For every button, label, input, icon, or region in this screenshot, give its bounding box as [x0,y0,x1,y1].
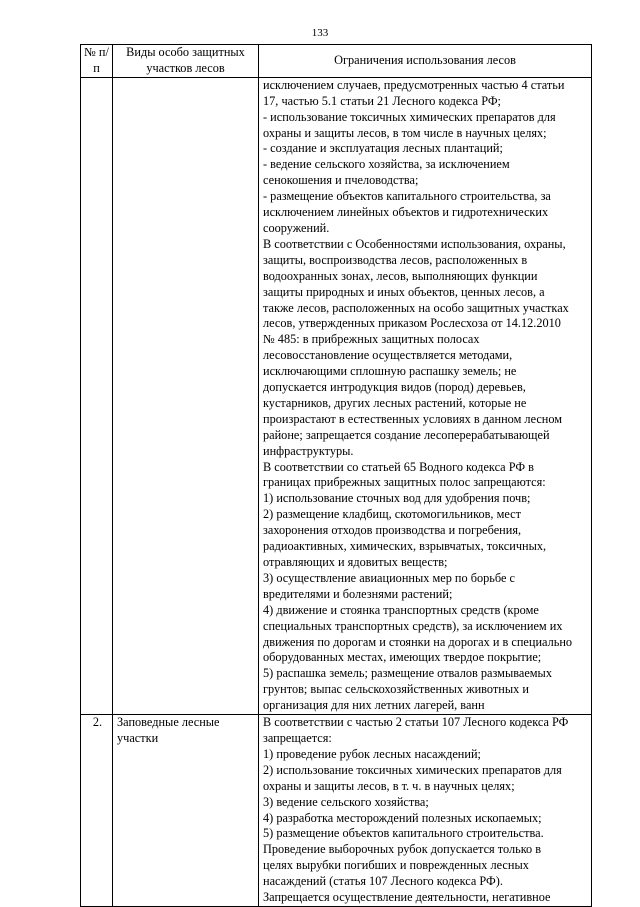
table-header-row [81,45,592,78]
restriction-text-line: - размещение объектов капитального строительства, за [263,189,551,204]
row-number [81,77,113,714]
restriction-text-line: насаждений (статья 107 Лесного кодекса РФ). [263,874,503,889]
restriction-text-line: 2) использование токсичных химических препаратов для [263,762,562,777]
row-area-type [113,77,259,714]
restriction-text-line: водоохранных зонах, лесов, выполняющих функции [263,268,538,283]
restriction-text-line: защиты, воспроизводства лесов, расположенных в [263,252,528,267]
restriction-text-line: исключающими сплошную распашку земель; не [263,364,517,379]
restriction-text-line: - создание и эксплуатация лесных плантаций; [263,141,503,156]
restriction-text-line: районе; запрещается создание лесоперерабатывающей [263,427,550,442]
restriction-text-line: исключением линейных объектов и гидротехнических [263,205,549,220]
row-area-type: Заповедные лесные участки [113,715,259,907]
restriction-text-line: Проведение выборочных рубок допускается только в [263,842,542,857]
restriction-text-line: оборудованных местах, имеющих твердое покрытие; [263,650,542,665]
restriction-text-line: 1) проведение рубок лесных насаждений; [263,746,481,761]
restriction-text-line: произрастают в естественных условиях в данном лесном [263,411,563,426]
restriction-text-line: организация для них летних лагерей, ванн [263,698,485,713]
restriction-text-line: 5) размещение объектов капитального строительства. [263,826,544,841]
restriction-text-line: 17, частью 5.1 статьи 21 Лесного кодекса РФ; [263,93,501,108]
restriction-text-line: № 485: в прибрежных защитных полосах [263,332,480,347]
restriction-text-line: движения по дорогам и стоянки на дорогах и в специально [263,634,573,649]
forest-restrictions-table [80,44,592,907]
restriction-text-line: В соответствии со статьей 65 Водного кодекса РФ в [263,459,534,474]
restriction-text-line: отравляющих и ядовитых веществ; [263,555,448,569]
restriction-text-line: захоронения отходов производства и погребения, [263,523,522,538]
restriction-text-line: 1) использование сточных вод для удобрения почв; [263,491,531,506]
restriction-text-line: - использование токсичных химических препаратов для [263,109,556,124]
restriction-text-line: сенокошения и пчеловодства; [263,173,419,188]
restriction-text-line: исключением случаев, предусмотренных частью 4 статьи [263,77,565,92]
restriction-text-line: целях вырубки погибших и поврежденных лесных [263,858,529,873]
table-row [81,77,592,714]
restriction-text-line: лесовосстановление осуществляется методами, [263,348,513,363]
table-row [81,715,592,907]
restriction-text-line: 3) осуществление авиационных мер по борьбе с [263,570,515,585]
restriction-text-line: сооружений. [263,220,330,235]
row-restrictions [259,715,592,907]
restriction-text-line: охраны и защиты лесов, в т. ч. в научных целях; [263,778,515,793]
restriction-text-line: допускается интродукция видов (пород) деревьев, [263,380,526,395]
restriction-text-line: грунтов; выпас сельскохозяйственных животных и [263,682,529,697]
restriction-text-line: 2) размещение кладбищ, скотомогильников, мест [263,507,521,522]
restriction-text-line: защиты природных и иных объектов, ценных лесов, а [263,284,545,299]
restriction-text-line: охраны и защиты лесов, в том числе в научных целях; [263,125,547,140]
header-area-type: Виды особо защитных участков лесов [113,45,259,78]
restriction-text-line: В соответствии с Особенностями использования, охраны, [263,236,566,251]
header-restrictions: Ограничения использования лесов [259,45,592,78]
restriction-text-line: 3) ведение сельского хозяйства; [263,794,429,809]
row-number: 2. [81,715,113,907]
restriction-text-line: кустарников, других лесных растений, которые не [263,395,527,410]
row-restrictions [259,77,592,714]
restriction-text-line: специальных транспортных средств), за исключением их [263,618,563,633]
restriction-text-line: границах прибрежных защитных полос запрещаются: [263,475,546,490]
restriction-text-line: 4) движение и стоянка транспортных средств (кроме [263,602,539,617]
header-number: № п/п [81,45,113,78]
restriction-text-line: 4) разработка месторождений полезных ископаемых; [263,810,542,825]
restriction-text-line: В соответствии с частью 2 статьи 107 Лесного кодекса РФ [263,715,569,730]
restriction-text-line: - ведение сельского хозяйства, за исключением [263,157,510,172]
restriction-text-line: лесов, утвержденных приказом Рослесхоза от 14.12.2010 [263,316,561,331]
restriction-text-line: вредителями и болезнями растений; [263,586,453,601]
restriction-text-line: Запрещается осуществление деятельности, негативное [263,890,551,905]
restriction-text-line: запрещается: [263,730,332,745]
restriction-text-line: инфраструктуры. [263,443,354,458]
page-number: 133 [311,27,329,39]
restriction-text-line: 5) распашка земель; размещение отвалов размываемых [263,666,552,681]
restriction-text-line: также лесов, расположенных на особо защитных участках [263,300,569,315]
restriction-text-line: радиоактивных, химических, взрывчатых, токсичных, [263,539,547,554]
